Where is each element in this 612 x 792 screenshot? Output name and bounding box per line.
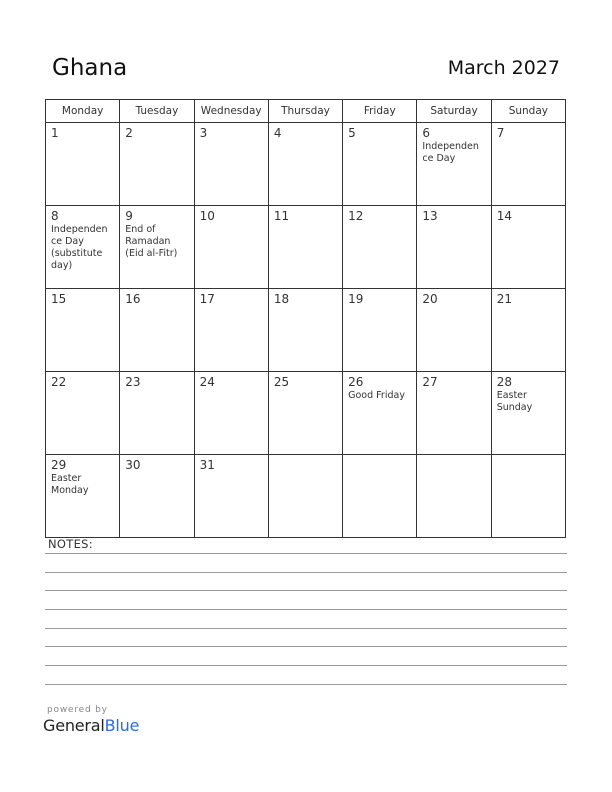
weekday-header: Monday bbox=[46, 100, 120, 123]
country-title: Ghana bbox=[52, 55, 128, 81]
day-number: 30 bbox=[125, 458, 141, 472]
day-cell bbox=[343, 206, 417, 289]
day-number: 18 bbox=[273, 292, 290, 306]
day-cell bbox=[417, 372, 491, 455]
day-number: 28 bbox=[496, 375, 512, 389]
weekday-header-row bbox=[46, 100, 566, 123]
day-number: 5 bbox=[348, 126, 356, 140]
holiday-label: End of Ramadan (Eid al-Fitr) bbox=[125, 224, 178, 259]
day-number: 10 bbox=[199, 209, 215, 223]
day-number: 29 bbox=[51, 458, 67, 472]
logo-general-text: General bbox=[43, 716, 105, 735]
day-cell bbox=[46, 206, 120, 289]
day-cell bbox=[343, 455, 417, 538]
week-row bbox=[46, 372, 566, 455]
day-number: 13 bbox=[422, 209, 438, 223]
day-cell bbox=[120, 206, 194, 289]
holiday-label: Good Friday bbox=[348, 390, 405, 401]
day-number: 2 bbox=[125, 126, 133, 140]
day-number: 15 bbox=[51, 292, 67, 306]
day-cell bbox=[268, 123, 342, 206]
day-number: 22 bbox=[51, 375, 67, 389]
day-cell bbox=[120, 123, 194, 206]
day-number: 17 bbox=[199, 292, 215, 306]
day-cell bbox=[46, 455, 120, 538]
weekday-header: Wednesday bbox=[194, 100, 268, 123]
weekday-header: Saturday bbox=[417, 100, 491, 123]
week-row bbox=[46, 289, 566, 372]
day-cell bbox=[417, 289, 491, 372]
day-cell bbox=[491, 372, 565, 455]
day-cell bbox=[417, 206, 491, 289]
weekday-header: Thursday bbox=[268, 100, 342, 123]
day-cell bbox=[491, 206, 565, 289]
day-cell bbox=[194, 455, 268, 538]
holiday-label: Independen ce Day (substitute day) bbox=[51, 224, 108, 271]
note-line bbox=[45, 684, 567, 685]
day-cell bbox=[120, 455, 194, 538]
day-number: 12 bbox=[348, 209, 364, 223]
note-line bbox=[45, 646, 567, 647]
weekday-header: Tuesday bbox=[120, 100, 194, 123]
day-cell bbox=[343, 289, 417, 372]
generalblue-logo bbox=[43, 716, 139, 735]
holiday-label: Independen ce Day bbox=[422, 141, 479, 164]
month-year-title: March 2027 bbox=[447, 57, 560, 79]
day-number: 11 bbox=[273, 209, 290, 223]
week-row bbox=[46, 455, 566, 538]
day-cell bbox=[491, 455, 565, 538]
holiday-label: Easter Sunday bbox=[496, 390, 533, 413]
notes-label: NOTES: bbox=[48, 537, 93, 551]
weekday-header: Friday bbox=[343, 100, 417, 123]
day-cell bbox=[491, 123, 565, 206]
day-number: 23 bbox=[125, 375, 141, 389]
day-number: 4 bbox=[273, 126, 282, 140]
day-cell bbox=[120, 372, 194, 455]
day-number: 27 bbox=[422, 375, 438, 389]
day-cell bbox=[343, 123, 417, 206]
note-line bbox=[45, 553, 567, 554]
day-number: 19 bbox=[348, 292, 364, 306]
day-cell bbox=[491, 289, 565, 372]
day-cell bbox=[120, 289, 194, 372]
day-number: 1 bbox=[51, 126, 59, 140]
holiday-label: Easter Monday bbox=[51, 473, 89, 496]
week-row bbox=[46, 123, 566, 206]
day-number: 6 bbox=[422, 126, 431, 140]
day-number: 24 bbox=[199, 375, 215, 389]
note-line bbox=[45, 590, 567, 591]
day-cell bbox=[194, 372, 268, 455]
day-cell bbox=[343, 372, 417, 455]
logo-blue-text: Blue bbox=[104, 716, 140, 735]
day-number: 16 bbox=[125, 292, 141, 306]
day-number: 7 bbox=[496, 126, 505, 140]
day-cell bbox=[268, 289, 342, 372]
day-cell bbox=[46, 289, 120, 372]
day-cell bbox=[268, 372, 342, 455]
day-number: 21 bbox=[496, 292, 512, 306]
note-line bbox=[45, 609, 567, 610]
day-number: 31 bbox=[199, 458, 215, 472]
day-number: 8 bbox=[51, 209, 59, 223]
note-line bbox=[45, 572, 567, 573]
day-number: 3 bbox=[199, 126, 208, 140]
powered-by-label: powered by bbox=[47, 705, 108, 715]
day-cell bbox=[268, 206, 342, 289]
day-number: 26 bbox=[348, 375, 364, 389]
day-number: 9 bbox=[125, 209, 133, 223]
day-cell bbox=[46, 123, 120, 206]
day-cell bbox=[417, 455, 491, 538]
weekday-header: Sunday bbox=[491, 100, 565, 123]
day-cell bbox=[417, 123, 491, 206]
day-cell bbox=[194, 123, 268, 206]
week-row bbox=[46, 206, 566, 289]
day-cell bbox=[194, 289, 268, 372]
note-line bbox=[45, 665, 567, 666]
note-line bbox=[45, 628, 567, 629]
day-cell bbox=[46, 372, 120, 455]
day-number: 25 bbox=[273, 375, 290, 389]
day-number: 20 bbox=[422, 292, 438, 306]
day-cell bbox=[268, 455, 342, 538]
day-cell bbox=[194, 206, 268, 289]
calendar-grid bbox=[45, 99, 566, 538]
day-number: 14 bbox=[496, 209, 512, 223]
